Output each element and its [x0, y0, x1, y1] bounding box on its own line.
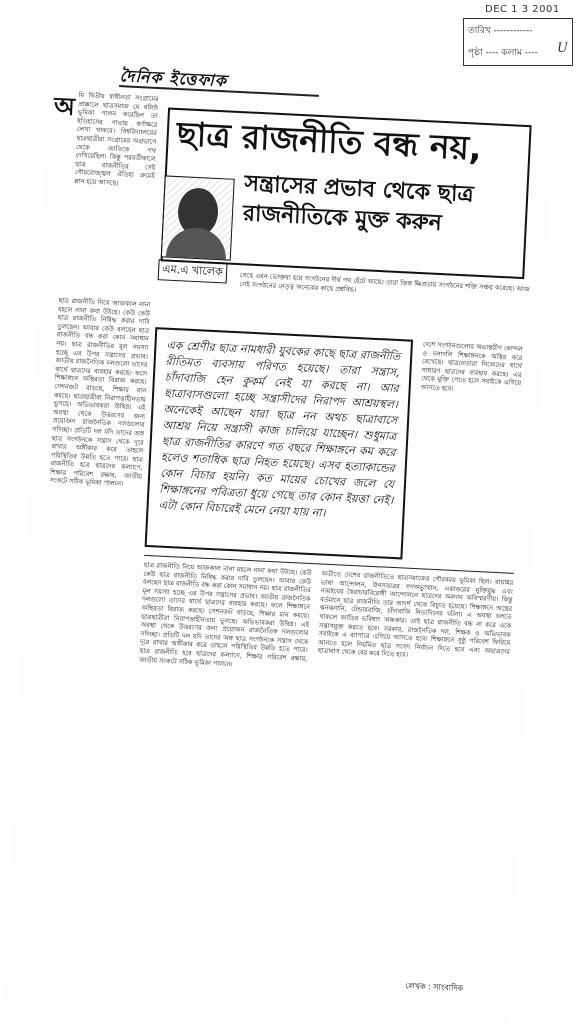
newspaper-clipping	[4, 60, 554, 1024]
left-narrow-column: মি দ্বিতীয় স্বাধীনতা সংগ্রামের প্রাক্কালে ছাত্রসমাজ যে বলিষ্ঠ ভূমিকা পালন করেছিল তা ইতিহাসের পাতায় স্বর্ণাক্ষরে লেখা থাকবে। বিশ্ববিদ্যালয়ের ছাত্রছাত্রীরা সংগ্রামের অগ্রভাগে থেকে জাতিকে পথ দেখিয়েছিল। কিন্তু পরবর্তীকালে ছাত্র রাজনীতির সেই গৌরবোজ্জ্বল ঐতিহ্য ক্রমেই ম্লান হয়ে আসছে।	[74, 91, 159, 188]
author-photo	[161, 175, 235, 260]
right-main-column: অতীতে দেশের রাজনীতিতে ছাত্রসমাজের গৌরবময় ভূমিকা ছিল। বায়ান্নর ভাষা আন্দোলন, উনসত্তরের গণঅভ্যুত্থান, একাত্তরের মুক্তিযুদ্ধ এবং নব্বইয়ের স্বৈরাচারবিরোধী আন্দোলনে ছাত্রদের অবদান অবিস্মরণীয়। কিন্তু বর্তমানে ছাত্র রাজনীতি তার আদর্শ থেকে বিচ্যুত হয়েছে। শিক্ষাঙ্গনে অস্ত্রের ঝনঝনানি, টেন্ডারবাজি, চাঁদাবাজি নিত্যদিনের ঘটনা। এ অবস্থা চলতে থাকলে জাতির ভবিষ্যৎ অন্ধকার। তাই ছাত্র রাজনীতি বন্ধ না করে একে সন্ত্রাসমুক্ত করতে হবে। সরকার, রাজনৈতিক দল, শিক্ষক ও অভিভাবক সবাইকে এ ব্যাপারে এগিয়ে আসতে হবে। শিক্ষাঙ্গনে সুষ্ঠু পরিবেশ ফিরিয়ে আনতে হলে নিয়মিত ছাত্র সংসদ নির্বাচন দিতে হবে এবং অছাত্রদের ছাত্রাবাস থেকে বের করে দিতে হবে।	[317, 569, 514, 660]
middle-bottom-column: ছাত্র রাজনীতি নিয়ে আজকাল নানা মহলে নানা কথা উঠছে। কেউ কেউ ছাত্র রাজনীতি নিষিদ্ধ করার দাবি তুলছেন। আবার কেউ বলছেন ছাত্র রাজনীতি বন্ধ করা কোন সমাধান নয়। ছাত্র রাজনীতির মূল সমস্যা হচ্ছে এর উপর সন্ত্রাসের প্রভাব। জাতীয় রাজনৈতিক দলগুলো তাদের স্বার্থে ছাত্রদের ব্যবহার করছে। ফলে শিক্ষাঙ্গনে অস্থিরতা বিরাজ করছে। সেশনজট বাড়ছে, শিক্ষার মান কমছে। ছাত্রছাত্রীরা নিরাপত্তাহীনতায় ভুগছে। অভিভাবকরা উদ্বিগ্ন। এই অবস্থা থেকে উত্তরণের জন্য প্রয়োজন রাজনৈতিক দলগুলোর সদিচ্ছা। প্রতিটি দল যদি তাদের অঙ্গ ছাত্র সংগঠনকে সন্ত্রাস থেকে দূরে রাখার অঙ্গীকার করে তাহলে পরিস্থিতির উন্নতি হতে পারে। ছাত্র রাজনীতি হবে ছাত্রদের কল্যাণে, শিক্ষার পরিবেশ রক্ষায়, জাতীয় সংকটে সঠিক ভূমিকা পালনে।	[138, 560, 312, 668]
stamp-page-row: পৃষ্ঠা ---- কলাম ----	[468, 48, 538, 58]
dropcap: অ	[53, 91, 76, 121]
stamp-date: DEC 1 3 2001	[485, 4, 560, 15]
middle-top-column: গেছে এমন ভোক্তব্য হয়ে সংগঠনের দীর্ঘ পথ হেঁটে আছে। তারা জিঙ্গ ক্ষিপ্রতায় সংগঠনের শক্তি সঞ্চয় করেছে। আজ সেই সংগঠনের নেতৃত্ব অনেকের কাছে প্রশ্নবিদ্ধ।	[239, 271, 530, 294]
stamp-signature: U	[557, 41, 568, 56]
stamp-box	[463, 18, 573, 66]
author-byline: এম.এ খালেক	[158, 259, 228, 283]
masthead: দৈনিক ইত্তেফাক	[119, 63, 320, 97]
author-shoulders	[166, 227, 227, 260]
stamp-date-row: তারিখ ------------	[468, 26, 533, 36]
archive-stamp	[455, 4, 573, 72]
right-narrow-column: দেশে সংগঠনগুলোর অভ্যন্তরীণ কোন্দল ও দলাদলি শিক্ষাঙ্গনকে অস্থির করে রেখেছে। ছাত্রনেতারা নিজেদের স্বার্থে সাধারণ ছাত্রদের ব্যবহার করছে। এর থেকে মুক্তি পেতে হলে সবাইকে এগিয়ে আসতে হবে।	[420, 340, 523, 393]
left-main-column: ছাত্র রাজনীতি নিয়ে আজকাল নানা মহলে নানা কথা উঠছে। কেউ কেউ ছাত্র রাজনীতি নিষিদ্ধ করার দাবি তুলছেন। আবার কেউ বলছেন ছাত্র রাজনীতি বন্ধ করা কোন সমাধান নয়। ছাত্র রাজনীতির মূল সমস্যা হচ্ছে এর উপর সন্ত্রাসের প্রভাব। জাতীয় রাজনৈতিক দলগুলো তাদের স্বার্থে ছাত্রদের ব্যবহার করছে। ফলে শিক্ষাঙ্গনে অস্থিরতা বিরাজ করছে। সেশনজট বাড়ছে, শিক্ষার মান কমছে। ছাত্রছাত্রীরা নিরাপত্তাহীনতায় ভুগছে। অভিভাবকরা উদ্বিগ্ন। এই অবস্থা থেকে উত্তরণের জন্য প্রয়োজন রাজনৈতিক দলগুলোর সদিচ্ছা। প্রতিটি দল যদি তাদের অঙ্গ ছাত্র সংগঠনকে সন্ত্রাস থেকে দূরে রাখার অঙ্গীকার করে তাহলে পরিস্থিতির উন্নতি হতে পারে। ছাত্র রাজনীতি হবে ছাত্রদের কল্যাণে, শিক্ষার পরিবেশ রক্ষায়, জাতীয় সংকটে সঠিক ভূমিকা পালনে।	[49, 296, 151, 489]
headline-line-2: সন্ত্রাসের প্রভাব থেকে ছাত্র রাজনীতিকে মুক্ত করুন	[242, 171, 475, 236]
footer-credit: লেখক : সাংবাদিক	[405, 981, 464, 993]
pull-quote: এক শ্রেণীর ছাত্র নামধারী যুবকের কাছে ছাত্র রাজনীতি রীতিমত ব্যবসায় পরিণত হয়েছে। তারা সন্ত্রাস, চাঁদাবাজি হেন কুকর্ম নেই যা করছে না। আর ছাত্রাবাসগুলো হচ্ছে সন্ত্রাসীদের নিরাপদ আশ্রয়স্থল। অনেকেই আছেন যারা ছাত্র নন অথচ ছাত্রাবাসে আশ্রয় নিয়ে সন্ত্রাসী কাজ চালিয়ে যাচ্ছেন। শুধুমাত্র ছাত্র রাজনীতির কারণে গত বছরে শিক্ষাঙ্গনে কম করে হলেও শতাধিক ছাত্র নিহত হয়েছে। এসব হত্যাকান্ডের কোন বিচার হয়নি। কত মায়ের চোখের জলে যে শিক্ষাঙ্গনের পবিত্রতা ধুয়ে গেছে তার কোন ইয়ত্তা নেই। এটা কোন বিচারেই মেনে নেয়া যায় না।	[145, 327, 413, 559]
headline-line-1: ছাত্র রাজনীতি বন্ধ নয়,	[175, 113, 483, 168]
